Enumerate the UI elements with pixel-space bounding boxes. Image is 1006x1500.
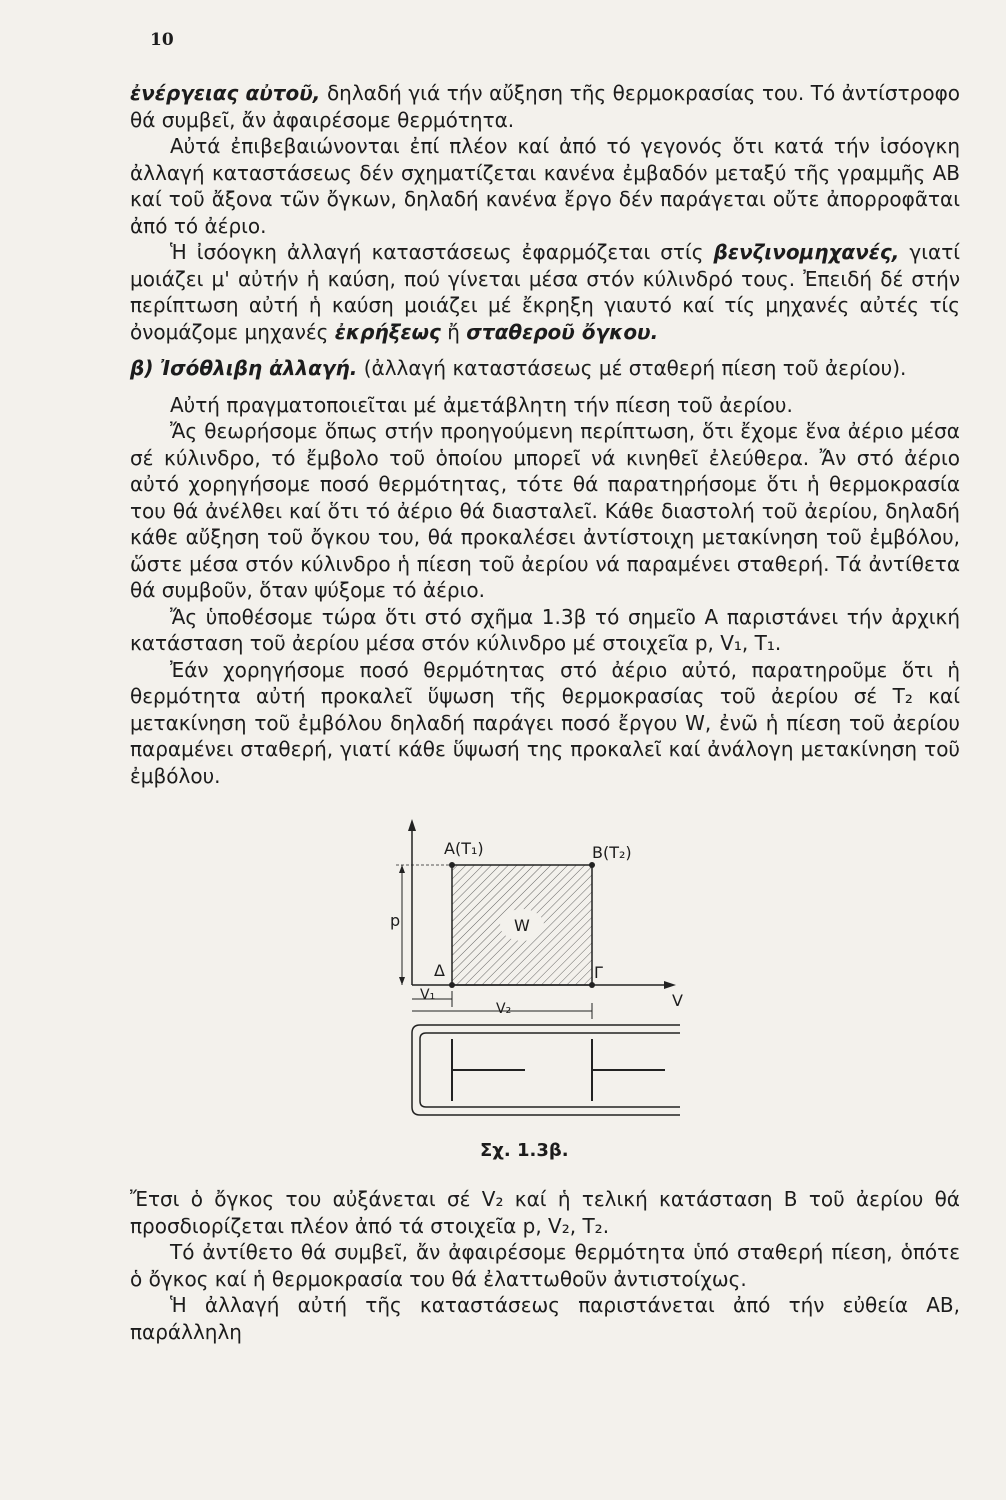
heading-title: β) Ἰσόθλιβη ἀλλαγή. (130, 356, 358, 380)
label-w: W (514, 916, 530, 935)
label-g: Γ (594, 963, 603, 982)
text: Ἡ ἰσόογκη ἀλλαγή καταστάσεως ἐφαρμόζεται στίς (170, 240, 714, 264)
text: γιατί μοιάζει μ' αὐτήν ἡ καύση, πού γίνεται μέσα στόν κύλινδρό τους. Ἐπειδή δέ στήν περίπτωση αὐτή ἡ καύση μοιάζει μέ ἔκρηξη γιαυτό καί τίς μηχανές αὐτές τίς ὀνομάζομε μηχανές (130, 240, 961, 344)
paragraph (130, 239, 960, 345)
paragraph: Ἄς ὑποθέσομε τώρα ὅτι στό σχῆμα 1.3β τό σημεῖο Α παριστάνει τήν ἀρχική κατάσταση τοῦ ἀερίου μέσα στόν κύλινδρο μέ στοιχεῖα p, V₁, T₁. (130, 604, 960, 655)
pv-diagram (380, 815, 700, 1145)
label-b: B(T₂) (592, 843, 632, 862)
p-dimension-arrow-top (399, 865, 405, 873)
v-axis-arrow (664, 981, 676, 989)
section-heading (130, 355, 960, 382)
figure-caption: Σχ. 1.3β. (480, 1140, 569, 1161)
emphasis: βενζινομηχανές, (713, 240, 900, 264)
p-axis-arrow (408, 819, 416, 831)
label-d: Δ (434, 961, 445, 980)
paragraph: Ἡ ἀλλαγή αὐτή τῆς καταστάσεως παριστάνεται ἀπό τήν εὐθεία ΑΒ, παράλληλη (130, 1293, 960, 1344)
point-d (449, 982, 455, 988)
text: δηλαδή γιά τήν αὔξηση τῆς θερμοκρασίας του. Τό ἀντίστροφο θά συμβεῖ, ἄν ἀφαιρέσομε θερμότητα. (130, 81, 960, 132)
label-v1: V₁ (420, 987, 436, 1003)
label-p: p (390, 911, 401, 930)
pv-diagram-figure (380, 815, 700, 1155)
paragraph: Τό ἀντίθετο θά συμβεῖ, ἄν ἀφαιρέσομε θερμότητα ὑπό σταθερή πίεση, ὁπότε ὁ ὄγκος καί ἡ θερμοκρασία του θά ἐλαττωθοῦν ἀντιστοίχως. (130, 1240, 960, 1291)
label-v2: V₂ (496, 1001, 512, 1017)
emphasis: ἐκρήξεως (334, 319, 441, 344)
page-number: 10 (150, 30, 174, 50)
emphasis: σταθεροῦ ὄγκου. (466, 319, 659, 344)
paragraph: Ἔτσι ὁ ὄγκος του αὐξάνεται σέ V₂ καί ἡ τελική κατάσταση Β τοῦ ἀερίου θά προσδιορίζεται πλέον ἀπό τά στοιχεῖα p, V₂, T₂. (130, 1187, 960, 1238)
point-b (589, 862, 595, 868)
emphasis: ἐνέργειας αὐτοῦ, (130, 81, 321, 105)
label-a: A(T₁) (444, 839, 484, 858)
heading-subtitle: (ἀλλαγή καταστάσεως μέ σταθερή πίεση τοῦ ἀερίου). (357, 356, 907, 380)
paragraph: Ἄς θεωρήσομε ὅπως στήν προηγούμενη περίπτωση, ὅτι ἔχομε ἕνα ἀέριο μέσα σέ κύλινδρο, τό ἔμβολο τοῦ ὁποίου μπορεῖ νά κινηθεῖ ἐλεύθερα. Ἄν στό ἀέριο αὐτό χορηγήσομε ποσό θερμότητας, τότε θά παρατηρήσομε ὅτι ἡ θερμοκρασία του θά ἀνέλθει καί ὅτι τό ἀέριο θά διασταλεῖ. Κάθε διαστολή τοῦ ἀερίου, δηλαδή κάθε αὔξηση τοῦ ὄγκου του, θά προκαλέσει ἀντίστοιχη μετακίνηση τοῦ ἐμβόλου, ὥστε μέσα στόν κύλινδρο ἡ πίεση τοῦ ἀερίου νά παραμένει σταθερή. Τά ἀντίθετα θά συμβοῦν, ὅταν ψύξομε τό ἀέριο. (130, 419, 960, 602)
paragraph: Ἐάν χορηγήσομε ποσό θερμότητας στό ἀέριο αὐτό, παρατηροῦμε ὅτι ἡ θερμότητα αὐτή προκαλεῖ ὕψωση τῆς θερμοκρασίας τοῦ ἀερίου σέ T₂ καί μετακίνηση τοῦ ἐμβόλου δηλαδή παράγει ποσό ἔργου W, ἐνῶ ἡ πίεση τοῦ ἀερίου παραμένει σταθερή, γιατί κάθε ὕψωσή της προκαλεῖ καί ἀνάλογη μετακίνηση τοῦ ἐμβόλου. (130, 657, 960, 788)
body-text-top (130, 80, 960, 789)
p-dimension-arrow-bottom (399, 977, 405, 985)
label-v: V (672, 991, 683, 1010)
paragraph (130, 80, 960, 133)
point-g (589, 982, 595, 988)
point-a (449, 862, 455, 868)
paragraph: Αὐτή πραγματοποιεῖται μέ ἀμετάβλητη τήν πίεση τοῦ ἀερίου. (170, 392, 793, 417)
paragraph: Αὐτά ἐπιβεβαιώνονται ἐπί πλέον καί ἀπό τό γεγονός ὅτι κατά τήν ἰσόογκη ἀλλαγή καταστάσεως δέν σχηματίζεται κανένα ἐμβαδόν μεταξύ τῆς γραμμῆς ΑΒ καί τοῦ ἄξονα τῶν ὄγκων, δηλαδή κανένα ἔργο δέν παράγεται οὔτε ἀπορροφᾶται ἀπό τό ἀέριο. (130, 134, 960, 238)
body-text-bottom (130, 1186, 960, 1345)
text: ἤ (440, 319, 467, 344)
